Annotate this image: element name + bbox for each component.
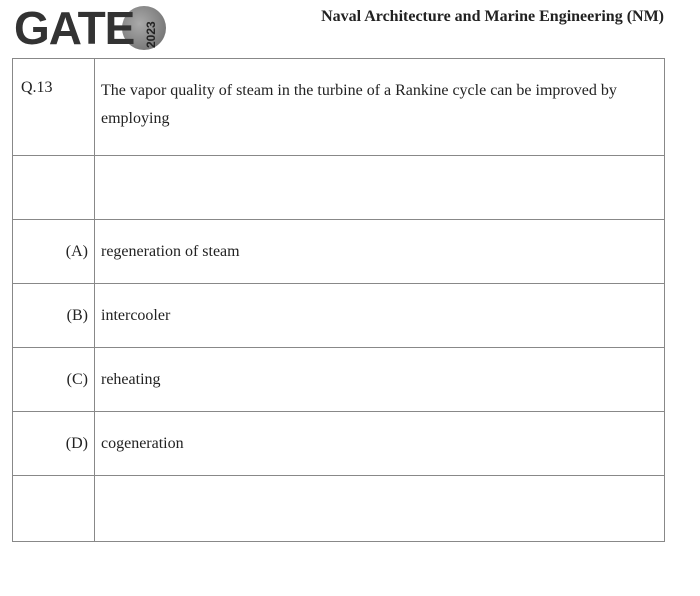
gate-logo [14,2,158,54]
logo-year: 2023 [144,21,158,48]
question-text: The vapor quality of steam in the turbine of a Rankine cycle can be improved by employing [95,59,665,156]
option-text: regeneration of steam [95,220,665,284]
question-number: Q.13 [13,59,95,156]
option-text: reheating [95,348,665,412]
blank-row [13,476,665,542]
option-label: (A) [13,220,95,284]
option-text: intercooler [95,284,665,348]
option-label: (D) [13,412,95,476]
option-row-a [13,220,665,284]
question-table [12,58,665,542]
option-row-d [13,412,665,476]
question-row [13,59,665,156]
option-text: cogeneration [95,412,665,476]
option-label: (B) [13,284,95,348]
option-row-c [13,348,665,412]
blank-row [13,156,665,220]
paper-title: Naval Architecture and Marine Engineering (NM) [321,8,664,25]
option-label: (C) [13,348,95,412]
logo-text: GATE [14,2,135,54]
option-row-b [13,284,665,348]
